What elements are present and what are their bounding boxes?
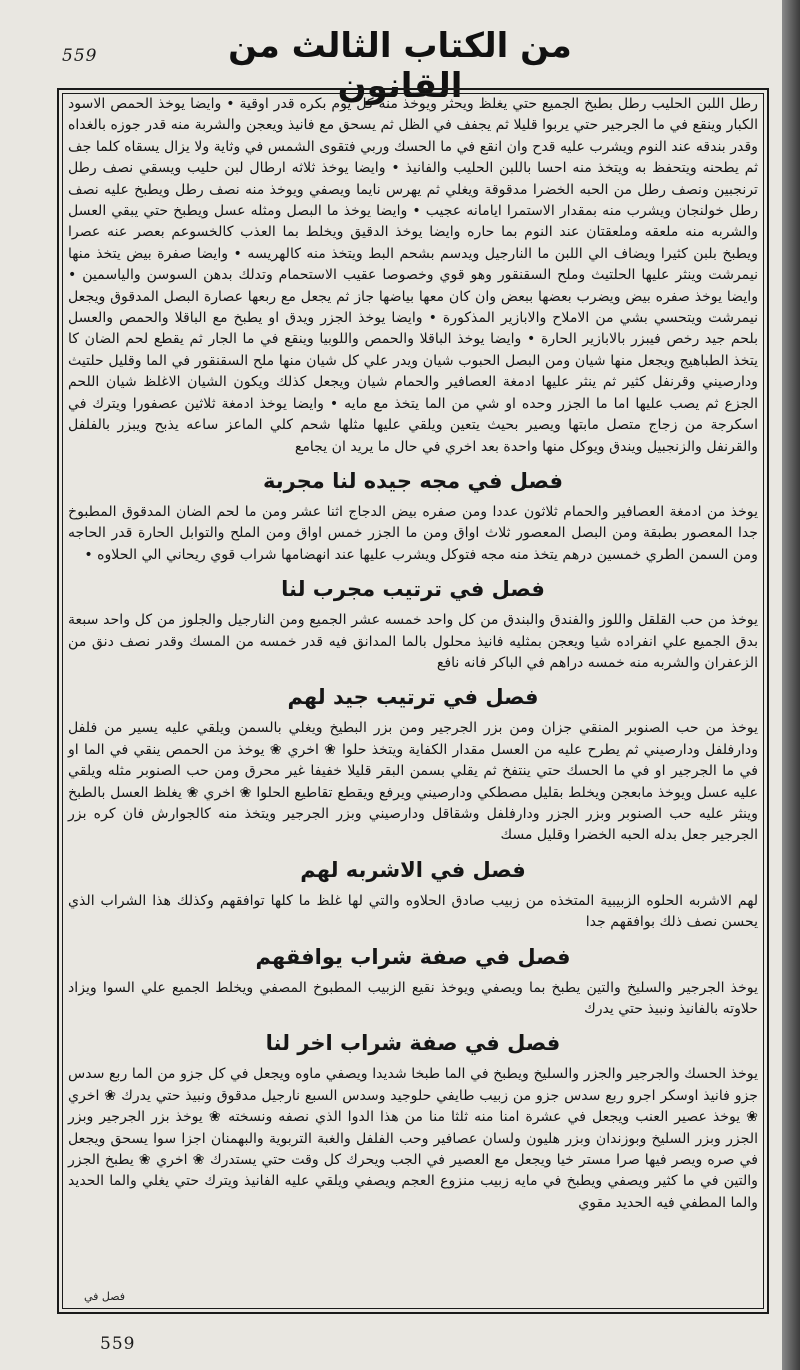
catchword: فصل في: [84, 1290, 126, 1303]
section: [68, 684, 758, 846]
section: [68, 468, 758, 566]
section-heading: فصل في صفة شراب يوافقهم: [255, 944, 571, 969]
paragraph: يوخذ من حب الصنوبر المنقي جزان ومن بزر الجرجير ومن بزر البطيخ ويغلي بالسمن ويلقي عليه يسير من فلفل ودارفلفل ودارصيني ثم يطرح عليه من العسل مقدار الكفاية ويتخذ حلوا ❀ اخري ❀ يوخذ من الحمص ينقي في الما او في ما الجرجير او في ما الحسك حتي ينتفخ ثم يقلي بسمن البقر قليلا خفيفا غير محرق ومن حب الصنوبر مثله ويلقي عليه عسل ويوخذ مابعجن ويخلط بقليل مصطكي ودارصيني ويرفع ويقطع تقاطيع الحلوا ❀ اخري ❀ يغلظ العسل بالطبخ وينثر عليه حب الصنوبر وبزر الجزر ودارفلفل وشقاقل ودارصيني وبزر الجرجير ويتخذ منه كالجوارش فان كره بزر الجرجير جعل بدله الحبه الخضرا وقليل مسك: [68, 720, 758, 844]
paragraph: لهم الاشربه الحلوه الزبيبية المتخذه من زبيب صادق الحلاوه والتي لها غلظ ما كلها توافقهم وكذلك هذا الشراب الذي يحسن نصف ذلك بوافقهم جدا: [68, 892, 758, 931]
paragraph: رطل اللبن الحليب رطل بطبخ الجميع حتي يغلظ ويحثر ويوخذ منه كل يوم بكره قدر اوقية • وايضا يوخذ الحمص الاسود الكبار وينقع في ما الجرجير حتي يربوا قليلا ثم يجفف في الظل ثم يسحق مع فانيذ ويعجن والشربة منه قدر جوزه بالغداه وقدر بندقه عند النوم ويشرب عليه قدح وان انقع في ما الحسك وربي فتقوى الشمس في وثاية ولا يزال يسقاه كلما جف ثم يطحنه ويتحفظ به ويتخذ منه احسا باللبن الحليب والفانيذ • وايضا يوخذ ثلاثه ارطال لبن حليب ويسقي نصف رطل ترنجبين ونصف رطل من الحبه الخضرا مدقوقة ويغلي ثم يهرس نايما ويصفي ويوخذ منه نصف رطل ويطبخ عليه نصف رطل خولنجان ويشرب منه بمقدار الاستمرا ايامانه عجيب • وايضا يوخذ ما البصل ومثله عسل ويطبخ حتي يبقي العسل والشربه منه ملعقه وملعقتان عند النوم بما حاره وايضا يوخذ الدقيق ويخلط بما العذب كالخسوعم بعصر عنه عصرا ويطبخ بلبن كثيرا ويضاف الي اللبن ما النارجيل ويدسم بشحم البط ويتخذ منه كالهريسه • وايضا صفرة بيض يتخذ منها نيمرشت وينثر عليها الحلتيث وملح السقنقور وهو قوي وخصوصا عقيب الاستحمام وتدلك بدهن السوسن والياسمين • وايضا يوخذ صفره بيض ويضرب بعضها ببعض وان كان معها بياضها جاز ثم يجعل مع ربعها عصارة البصل المدقوق ويجعل نيمرشت ويتحسي بشي من الاملاح والابازير المذكورة • وايضا يوخذ الجزر ويدق او يطبخ مع الباقلا والحمص والعسل بلحم جيد رخص فيبزر بالابازير الحارة • وايضا يوخذ الباقلا والحمص واللوبيا وينقع في ما الجار ثم يقطع لحم الضان كا يتخذ الطباهيج ويجعل منها شيان ومن البصل الحبوب شيان ويدر علي كل شيان منها ملح السقنقور في الما وقليل حلتيث ودارصيني وقرنفل كثير ثم ينثر عليها ادمغة العصافير والحمام شيان ويجعل كذلك ويكون الشيان الاغلظ شيان اللحم الجزع ثم يصب عليها اما ما الجزر وحده او شي من الما يتخذ مع مايه • وايضا يوخذ ادمغة ثلاثين عصفورا ويترك في اسكرجة من زجاج متصل مابتها ويصير بحيث يتعين ويلقي عليها مثلها شحم كلي الماعز ساعه يذبح ويبزر بالفلفل والقرنفل والزنجبيل ويندق ويوكل منها واحدة بعد اخري في حال ما يريد ان يجامع: [68, 96, 758, 455]
section: [68, 576, 758, 674]
section-heading: فصل في صفة شراب اخر لنا: [265, 1031, 561, 1056]
paragraph: يوخذ من ادمغة العصافير والحمام ثلاثون عددا ومن صفره بيض الدجاج اثنا عشر ومن ما لحم الضان المدقوق المطبوخ جدا المعصور بطبقة ومن البصل المعصور ثلاث اواق ومن ما الجزر خمس اواق ومن الملح والتوابل الحارة قدر الحاجه ومن السمن الطري خمسين درهم يتخذ منه مجه فتوكل ويشرب عليها عند انهضامها شراب قوي ريحاني الي الحلاوه •: [68, 503, 758, 563]
paragraph: يوخذ الحسك والجرجير والجزر والسليخ ويطبخ في الما طبخا شديدا ويصفي ماوه ويجعل في كل جزو من الما ربع سدس جزو فانيذ اوسكر اجرو ربع سدس جزو من زبيب طايفي حلوجيد وسدس السبع نارجيل مدقوق ونبيذ حتي يدرك ❀ اخري ❀ يوخذ عصير العنب ويجعل في عشرة امنا منه ثلثا منا من هذا الدوا الذي نصفه ونسخته ❀ يوخذ بزر الجرجير وبزر الجزر وبزر السليخ وبوزندان وبزر هليون ولسان عصافير وحب الفلفل والغبة التربوية والبهمنان اجزا سوا يسحق ويجعل في صره ويصر فيها صرا مستر خيا ويجعل مع العصير في الجب ويحرك كل وقت حتي يستدرك ❀ اخري ❀ يطبخ الجزر والتين في ما كثير ويصفي ويطبخ في مايه زبيب منزوع العجم ويصفي ويلقي عليه الفانيذ ويترك حتي يغلي والما الحديد والما المطفي فيه الحديد مقوي: [68, 1066, 758, 1211]
section-heading: فصل في مجه جيده لنا مجربة: [262, 468, 563, 493]
section: [68, 1030, 758, 1214]
main-text: [68, 94, 758, 1214]
section: [68, 944, 758, 1021]
paragraph: يوخذ الجرجير والسليخ والتين يطبخ بما ويصفي ويوخذ نقيع الزبيب المطبوخ المصفي ويخلط الجميع علي السوا ويزاد حلاوته بالفانيذ ونبيذ حتي يدرك: [68, 979, 758, 1017]
section: [68, 857, 758, 934]
section-heading: فصل في ترتيب جيد لهم: [287, 685, 539, 710]
book-edge: [782, 0, 800, 1370]
section: [68, 94, 758, 458]
running-head: من الكتاب الثالث من القانون: [228, 26, 572, 106]
page-number-bottom: 559: [100, 1334, 136, 1354]
section-heading: فصل في ترتيب مجرب لنا: [281, 577, 545, 602]
section-heading: فصل في الاشربه لهم: [300, 857, 526, 882]
paragraph: يوخذ من حب القلقل واللوز والفندق والبندق من كل واحد خمسه عشر الجميع ومن النارجيل والجلوز من كل واحد سبعة بدق الجميع علي انفراده شيا ويعجن بمثليه فانيذ محلول بالما المدانق فيه قدر خمسه من المسك وقدر نصف دنق من الزعفران والشربه منه خمسه دراهم في الباكر فانه نافع: [68, 612, 758, 671]
page-number-top: 559: [62, 46, 98, 66]
